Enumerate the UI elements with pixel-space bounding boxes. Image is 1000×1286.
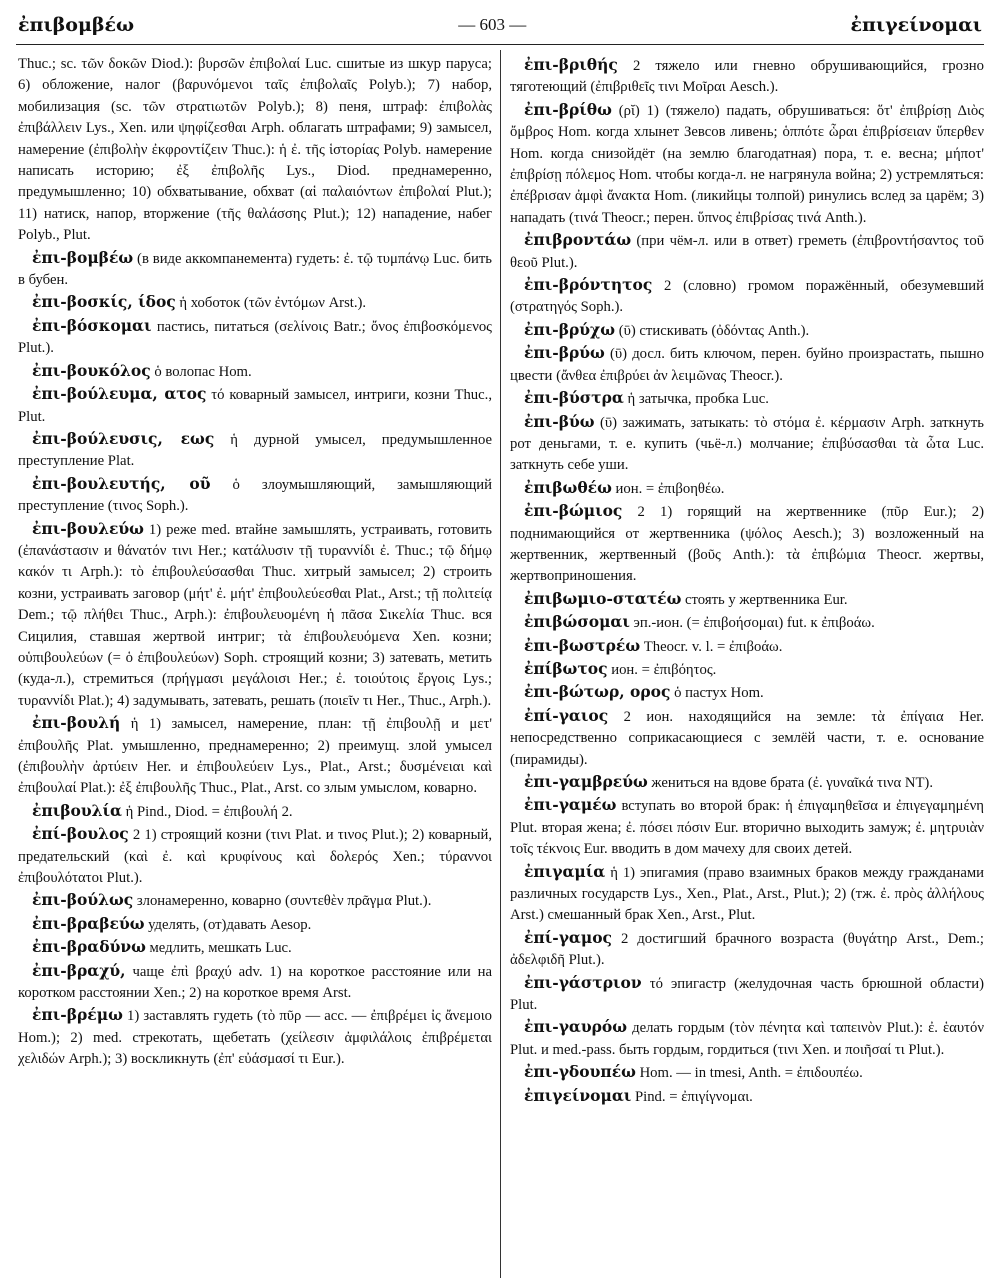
- entry-headword: ἐπιγαμία: [524, 861, 606, 881]
- entry-definition: ὁ волопас Hom.: [154, 363, 252, 380]
- entry-definition: 2 тяжело или гневно обрушивающийся, грозно тяготеющий (ἐπιβριθεῖς τινι Μοῖραι Aesch.).: [510, 58, 984, 96]
- entry-headword: ἐπι-βώτωρ, ορος: [524, 682, 671, 702]
- entry-definition: ἡ Pind., Diod. = ἐπιβουλή 2.: [125, 803, 293, 820]
- entry-headword: ἐπιβωθέω: [524, 477, 612, 497]
- entry-definition: ὁ злоумышляющий, замышляющий преступление (τινος Soph.).: [18, 476, 492, 515]
- dictionary-entry: [18, 960, 492, 1005]
- entry-headword: ἐπιβωμιο-στατέω: [524, 588, 682, 608]
- dictionary-entry: [510, 1061, 984, 1084]
- dictionary-entry: [18, 428, 492, 473]
- entry-headword: ἐπίβωτος: [524, 658, 608, 678]
- right-column: [510, 54, 984, 1276]
- entry-headword: ἐπι-γαμέω: [524, 795, 617, 815]
- entry-definition: ἡ 1) эпигамия (право взаимных браков между гражданами различных государств Lys., Xen., Plat., Arst., Plut.); 2) (тж. ἐ. πρὸς ἀλλήλους Arst.) смешанный брак Xen., Arst., Plut.: [510, 864, 984, 924]
- entry-headword: ἐπι-βύω: [524, 411, 595, 431]
- entry-definition: уделять, (от)давать Aesop.: [148, 916, 312, 933]
- dictionary-entry: [510, 705, 984, 771]
- entry-headword: ἐπι-βραβεύω: [32, 913, 145, 933]
- dictionary-entry: [18, 247, 492, 292]
- entry-definition: 1) реже med. втайне замышлять, устраивать, готовить (ἐπανάστασιν и θάνατόν τινι Her.; κατάλυσιν τῇ τυραννίδι ἐ. Thuc.; τῷ δήμῳ κακόν τι Arph.): τὸ ἐπιβουλεύσασθαι Thuc. хитрый замысел; 2) строить козни, устраивать заговор (μήτ' ἐ. μήτ' ἐπιβουλεύεσθαι Plat., Arst.; τῇ πολιτείᾳ Dem.; τῷ πλήθει Thuc., Arph.): ἐπιβουλευομένη ἡ πᾶσα Σικελία Thuc. вся Сицилия, ставшая жертвой интриг; τὰ ἐπιβουλευόμενα Xen. козни; οὑπιβουλεύων (= ὁ ἐπιβουλεύων) Soph. строящий козни; 3) затевать, метить (куда-л.), стремиться (πρήγμασι μεγάλοισι Her.; ἐ. τοιούτοις ἔργοις Lys.; τυραννίδι Plat.); 4) задумывать, затевать, решать (ποιεῖν τι Her., Thuc., Arph.).: [18, 521, 492, 709]
- entry-definition: Pind. = ἐπιγίγνομαι.: [634, 1088, 753, 1105]
- entry-definition: вступать во второй брак: ἡ ἐπιγαμηθεῖσα и ἐπιγεγαμημένη Plut. вторая жена; ἐ. πόσει πόσιν Eur. вторично выходить замуж; ἐ. μητρυιὰν τοῖς τέκνοις Eur. вводить в дом мачеху для своих детей.: [510, 798, 984, 858]
- dictionary-entry: [510, 794, 984, 860]
- entry-headword: ἐπι-βούλως: [32, 890, 134, 910]
- entry-headword: ἐπι-βούλευμα, ατος: [32, 384, 207, 404]
- entry-headword: ἐπι-βραχύ,: [32, 960, 126, 980]
- dictionary-entry: [18, 360, 492, 383]
- dictionary-entry: [510, 274, 984, 319]
- entry-definition: ἡ затычка, пробка Luc.: [627, 391, 769, 408]
- dictionary-entry: [510, 927, 984, 972]
- entry-headword: ἐπι-βωστρέω: [524, 635, 641, 655]
- entry-definition: (ῡ) стискивать (ὀδόντας Anth.).: [618, 322, 810, 339]
- entry-definition: τό эпигастр (желудочная часть брюшной области) Plut.: [510, 975, 984, 1014]
- entry-headword: ἐπιγείνομαι: [524, 1085, 632, 1105]
- entry-definition: 2 ион. находящийся на земле: τὰ ἐπίγαια Her. непосредственно соприкасающиеся с землёй части, т. е. основание (пирамиды).: [510, 708, 984, 768]
- entry-headword: ἐπι-γδουπέω: [524, 1062, 636, 1082]
- entry-headword: ἐπι-γάστριον: [524, 972, 642, 992]
- entry-headword: ἐπι-βρύω: [524, 343, 605, 363]
- entry-definition: 2 1) горящий на жертвеннике (πῦρ Eur.); 2) поднимающийся от жертвенника (ψόλος Aesch.); 3) возложенный на жертвенник, жертвенный (βοῦς Anth.): τὰ ἐπιβώμια Theocr. жертвы, жертвоприношения.: [510, 504, 984, 585]
- dictionary-entry: [510, 635, 984, 658]
- dictionary-entry: [18, 315, 492, 360]
- dictionary-entry: [510, 411, 984, 477]
- dictionary-entry: [18, 913, 492, 936]
- dictionary-entry: [510, 477, 984, 500]
- entry-headword: ἐπι-γαυρόω: [524, 1017, 628, 1037]
- entry-headword: ἐπιβώσομαι: [524, 612, 630, 632]
- entry-definition: Thuc.; sc. τῶν δοκῶν Diod.): βυρσῶν ἐπιβολαί Luc. сшитые из шкур паруса; 6) обложение, налог (βαρυνόμενοι ταῖς ἐπιβολαῖς Polyb.); 7) набор, мобилизация (sc. τῶν στρατιωτῶν Polyb.); 8) пеня, штраф: ἐπιβολὰς ἐπιβάλλειν Lys., Xen. или ψηφίζεσθαι Arph. облагать штрафами; 9) замысел, намерение (ἐπιβολὴν ἐκφροντίζειν Thuc.): ἡ ἐ. τῆς ἱστορίας Polyb. намерение написать историю; ἐξ ἐπιβολῆς Lys., Diod. преднамеренно, предумышленно; 10) обхватывание, обхват (αἱ παλαιόντων ἐπιβολαί Plut.); 11) натиск, напор, вторжение (τῆς θαλάσσης Plut.); 12) нападение, набег Polyb., Plut.: [18, 56, 492, 244]
- entry-headword: ἐπί-γαιος: [524, 705, 609, 725]
- dictionary-entry: [18, 800, 492, 823]
- dictionary-entry: [18, 936, 492, 959]
- dictionary-entry: [18, 473, 492, 518]
- entry-definition: (ρῐ) 1) (тяжело) падать, обрушиваться: ὅτ' ἐπιβρίσῃ Διὸς ὄμβρος Hom. когда хлынет Зевсов ливень; ὁππότε ὧραι ἐπιβρίσειαν ὕπερθεν Hom. когда снизойдёт (на землю благодатная) пора, т. е. весна; μήποτ' ἐπιβρίσῃ πόλεμος Hom. чтобы когда-л. не нагрянула война; 2) устремляться: ἐπέβρισαν ἀμφὶ ἄνακτα Hom. (ликийцы толпой) ринулись вслед за царём; 3) нападать (τινά Theocr.; перен. ὕπνος ἐπιβρίσας τινά Anth.).: [510, 102, 984, 226]
- entry-definition: ἡ хоботок (τῶν ἐντόμων Arst.).: [179, 295, 367, 312]
- entry-definition: ион. = ἐπιβόητος.: [611, 661, 717, 678]
- entry-headword: ἐπί-βουλος: [32, 824, 129, 844]
- dictionary-entry: [510, 611, 984, 634]
- dictionary-entry: [18, 1004, 492, 1070]
- entry-headword: ἐπι-βούλευσις, εως: [32, 428, 215, 448]
- entry-definition: стоять у жертвенника Eur.: [685, 591, 848, 608]
- dictionary-entry: [18, 383, 492, 428]
- entry-headword: ἐπι-βρίθω: [524, 99, 612, 119]
- entry-definition: 2 (словно) громом поражённый, обезумевший (στρατηγός Soph.).: [510, 278, 984, 316]
- entry-definition: ион. = ἐπιβοηθέω.: [615, 480, 725, 497]
- entry-headword: ἐπι-βουκόλος: [32, 360, 151, 380]
- entry-definition: злонамеренно, коварно (συντεθὲν πρᾶγμα Plut.).: [136, 893, 432, 910]
- entry-definition: ἡ 1) замысел, намерение, план: τῇ ἐπιβουλῇ и μετ' ἐπιβουλῆς Plat. умышленно, преднамеренно; 2) преимущ. злой умысел (ἐπιβουλὴν ἀρτύειν Her. и ἐπιβουλεύειν Lys., Plat., Arst.; δυσμένειαι καὶ ἐπιβουλαί Plat.): ἐξ ἐπιβουλῆς Thuc., Plat., Arst. со злым умыслом, коварно.: [18, 716, 492, 797]
- column-divider: [500, 50, 501, 1278]
- entry-definition: Theocr. v. l. = ἐπιβοάω.: [643, 638, 783, 655]
- header-right-word: ἐπιγείνομαι: [850, 14, 982, 36]
- entry-headword: ἐπι-βουλευτής, οῦ: [32, 473, 211, 493]
- left-column: [18, 54, 492, 1276]
- entry-definition: чаще ἐπὶ βραχύ adv. 1) на короткое расстояние или на коротком расстоянии Xen.; 2) на короткое время Arst.: [18, 963, 492, 1002]
- dictionary-entry: [18, 712, 492, 800]
- entry-definition: медлить, мешкать Luc.: [149, 940, 292, 957]
- entry-headword: ἐπι-βουλεύω: [32, 518, 144, 538]
- entry-headword: ἐπιβροντάω: [524, 230, 632, 250]
- entry-definition: делать гордым (τὸν πένητα καὶ ταπεινὸν Plut.): ἐ. ἑαυτόν Plut. и med.-pass. быть гордым, гордиться (τινι Xen. и ποιῆσαί τι Plut.).: [510, 1020, 984, 1058]
- entry-definition: τό коварный замысел, интриги, козни Thuc., Plut.: [18, 387, 492, 425]
- dictionary-entry: [18, 518, 492, 713]
- entry-headword: ἐπι-γαμβρεύω: [524, 772, 648, 791]
- entry-headword: ἐπι-βρύχω: [524, 319, 616, 339]
- entry-definition: (при чём-л. или в ответ) греметь (ἐπιβροντήσαντος τοῦ θεοῦ Plut.).: [510, 233, 984, 271]
- page-number: — 603 —: [458, 15, 527, 34]
- dictionary-entry: [510, 1016, 984, 1061]
- dictionary-entry: [510, 972, 984, 1017]
- entry-definition: Hom. — in tmesi, Anth. = ἐπιδουπέω.: [639, 1065, 863, 1082]
- dictionary-entry: [18, 823, 492, 889]
- entry-headword: ἐπι-βώμιος: [524, 501, 623, 521]
- entry-definition: 2 1) строящий козни (τινι Plat. и τινος Plut.); 2) коварный, предательский (καὶ ἐ. καὶ κρυφίνους καὶ δολερός Xen.; τύραννοι ἐπιβουλότατοι Plut.).: [18, 827, 492, 887]
- dictionary-entry: [510, 387, 984, 410]
- entry-headword: ἐπι-βριθής: [524, 55, 618, 74]
- entry-headword: ἐπι-βραδύνω: [32, 937, 146, 957]
- dictionary-entry: [510, 319, 984, 342]
- entry-definition: эп.-ион. (= ἐπιβοήσομαι) fut. к ἐπιβοάω.: [633, 615, 875, 632]
- entry-headword: ἐπι-βομβέω: [32, 247, 134, 267]
- entry-definition: 2 достигший брачного возраста (θυγάτηρ Arst., Dem.; ἀδελφιδῆ Plut.).: [510, 930, 984, 969]
- header-rule: [16, 44, 984, 45]
- entry-definition: (ῡ) досл. бить ключом, перен. буйно произрастать, пышно цвести (ἄνθεα ἐπιβρύει ἀν λειμῶνας Theocr.).: [510, 346, 984, 384]
- dictionary-entry: [18, 889, 492, 912]
- header-left-word: ἐπιβομβέω: [18, 14, 135, 36]
- entry-definition: (в виде аккомпанемента) гудеть: ἐ. τῷ τυμπάνῳ Luc. бить в бубен.: [18, 250, 492, 289]
- entry-definition: 1) заставлять гудеть (τὸ πῦρ — acc. — ἐπιβρέμει ἰς ἄνεμοιο Hom.); 2) med. стрекотать, щебетать (χείλεσιν ἀμφιλάλοις ἐπιβρέμεται χελιδών Arph.); 3) воскликнуть (ἐπ' εὐάσμασί τι Eur.).: [18, 1008, 492, 1068]
- dictionary-entry: [510, 54, 984, 99]
- dictionary-entry: [18, 54, 492, 247]
- dictionary-entry: [510, 588, 984, 611]
- entry-definition: ἡ дурной умысел, предумышленное преступление Plat.: [18, 431, 492, 470]
- entry-headword: ἐπι-βύστρα: [524, 388, 624, 408]
- page-header: [18, 10, 982, 40]
- dictionary-entry: [510, 658, 984, 681]
- entry-headword: ἐπι-βόσκομαι: [32, 315, 152, 335]
- dictionary-entry: [510, 500, 984, 588]
- dictionary-entry: [510, 861, 984, 927]
- dictionary-entry: [510, 681, 984, 704]
- dictionary-entry: [510, 342, 984, 387]
- entry-headword: ἐπι-βουλή: [32, 713, 121, 733]
- entry-headword: ἐπι-βρόντητος: [524, 275, 653, 295]
- entry-headword: ἐπιβουλία: [32, 800, 122, 820]
- dictionary-entry: [510, 1085, 984, 1108]
- dictionary-entry: [510, 99, 984, 229]
- entry-headword: ἐπί-γαμος: [524, 927, 612, 947]
- dictionary-entry: [18, 291, 492, 314]
- entry-headword: ἐπι-βοσκίς, ίδος: [32, 292, 176, 312]
- dictionary-entry: [510, 771, 984, 794]
- entry-definition: пастись, питаться (σελίνοις Batr.; ὄνος ἐπιβοσκόμενος Plut.).: [18, 318, 492, 357]
- dictionary-entry: [510, 229, 984, 274]
- entry-headword: ἐπι-βρέμω: [32, 1005, 123, 1025]
- entry-definition: жениться на вдове брата (ἐ. γυναῖκά τινα NT).: [651, 775, 933, 791]
- entry-definition: (ῡ) зажимать, затыкать: τὸ στόμα ἐ. κέρμασιν Arph. заткнуть рот деньгами, т. е. купить (чьё-л.) молчание; ἐπιβύσασθαι τὰ ὦτα Luc. заткнуть себе уши.: [510, 414, 984, 474]
- entry-definition: ὁ пастух Hom.: [674, 685, 764, 702]
